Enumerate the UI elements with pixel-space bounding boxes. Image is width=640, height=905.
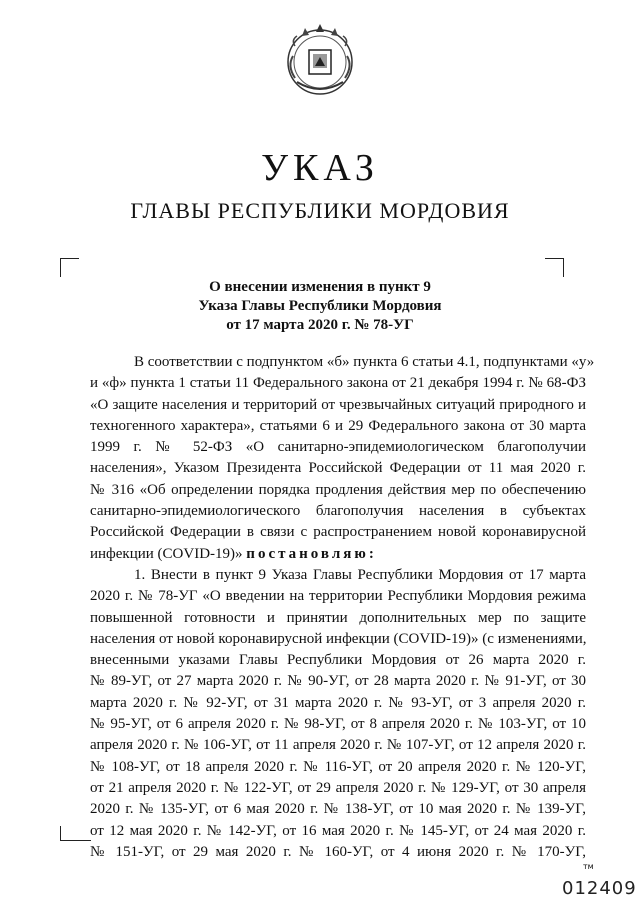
decree-title: УКАЗ: [261, 147, 379, 189]
item1-line: 2020 г. № 78-УГ «О введении на территории Республики Мордовия режима: [90, 588, 586, 605]
preamble-last-line: [90, 544, 586, 565]
item1-line: 2020 г. № 135-УГ, от 6 мая 2020 г. № 138-УГ, от 10 мая 2020 г. № 139-УГ,: [90, 801, 586, 818]
resolve-word: постановляю:: [246, 545, 377, 562]
preamble-last-text: инфекции (COVID-19)»: [90, 545, 243, 562]
item1-line: № 108-УГ, от 18 апреля 2020 г. № 116-УГ, от 20 апреля 2020 г. № 120-УГ,: [90, 758, 586, 775]
coat-of-arms-emblem: [275, 16, 365, 106]
preamble-line: техногенного характера», статьями 6 и 29 Федерального закона от 30 марта: [90, 417, 586, 434]
preamble-line: Российской Федерации в связи с распространением новой коронавирусной: [90, 524, 586, 541]
preamble-line: населения», Указом Президента Российской Федерации от 11 мая 2020 г.: [90, 460, 586, 477]
preamble-line: и «ф» пункта 1 статьи 11 Федерального закона от 21 декабря 1994 г. № 68-ФЗ: [90, 375, 586, 392]
item1-line: от 21 апреля 2020 г. № 122-УГ, от 29 апреля 2020 г. № 129-УГ, от 30 апреля: [90, 779, 586, 796]
preamble-line: 1999 г. № 52-ФЗ «О санитарно-эпидемиологическом благополучии: [90, 439, 586, 456]
heading-line: от 17 марта 2020 г. № 78-УГ: [226, 317, 414, 333]
item1-line: № 89-УГ, от 27 марта 2020 г. № 90-УГ, от 28 марта 2020 г. № 91-УГ, от 30: [90, 673, 586, 690]
item1-line: внесенными указами Главы Республики Мордовия от 26 марта 2020 г.: [90, 652, 586, 669]
preamble-line: «О защите населения и территорий от чрезвычайных ситуаций природного и: [90, 396, 586, 413]
item1-line: от 12 мая 2020 г. № 142-УГ, от 16 мая 2020 г. № 145-УГ, от 24 мая 2020 г.: [90, 822, 586, 839]
heading-line: О внесении изменения в пункт 9: [209, 279, 431, 295]
item1-line: № 151-УГ, от 29 мая 2020 г. № 160-УГ, от 4 июня 2020 г. № 170-УГ,: [90, 843, 586, 860]
preamble-line: санитарно-эпидемиологического благополучия населения в субъектах: [90, 503, 586, 520]
item1-line: № 95-УГ, от 6 апреля 2020 г. № 98-УГ, от 8 апреля 2020 г. № 103-УГ, от 10: [90, 716, 586, 733]
preamble-line: В соответствии с подпунктом «б» пункта 6 статьи 4.1, подпунктами «у»: [134, 354, 595, 370]
item1-line: населения от новой коронавирусной инфекции (COVID-19)» (с изменениями,: [90, 630, 587, 647]
corner-mark-top-left: [60, 258, 79, 277]
heading-line: Указа Главы Республики Мордовия: [198, 298, 442, 314]
item1-line: марта 2020 г. № 92-УГ, от 31 марта 2020 г. № 93-УГ, от 3 апреля 2020 г.: [90, 694, 586, 711]
item1-line: 1. Внести в пункт 9 Указа Главы Республики Мордовия от 17 марта: [134, 566, 586, 583]
footer-stamp: тм: [583, 862, 594, 871]
item1-line: повышенной готовности и принятии дополнительных мер по защите: [90, 609, 586, 626]
decree-subtitle: ГЛАВЫ РЕСПУБЛИКИ МОРДОВИЯ: [130, 198, 510, 223]
item1-line: апреля 2020 г. № 106-УГ, от 11 апреля 2020 г. № 107-УГ, от 12 апреля 2020 г.: [90, 737, 586, 754]
corner-mark-bottom-left: [60, 826, 91, 841]
document-heading: [0, 278, 640, 335]
document-body: [90, 352, 595, 863]
corner-mark-top-right: [545, 258, 564, 277]
preamble-line: № 316 «Об определении порядка продления действия мер по обеспечению: [90, 481, 586, 498]
page-number: 012409: [562, 878, 637, 899]
